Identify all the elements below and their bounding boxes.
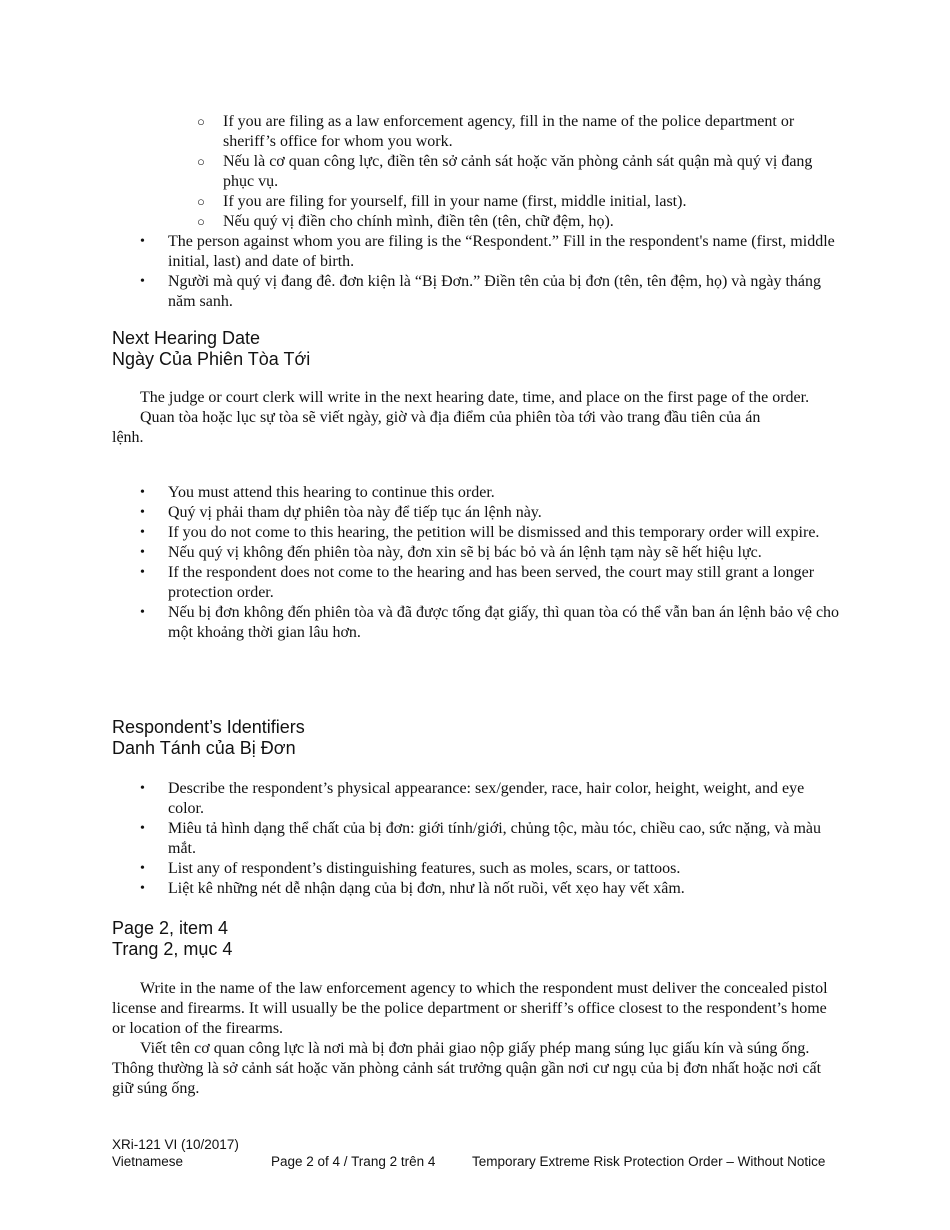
list-item: • You must attend this hearing to continue this order. (140, 484, 495, 501)
list-item: ○ If you are filing for yourself, fill in your name (first, middle initial, last). (197, 193, 687, 210)
list-item: • Nếu bị đơn không đến phiên tòa và đã được tống đạt giấy, thì quan tòa có thể vẫn ban án lệnh bảo vệ cho một khoảng thời gian lâu hơn. (140, 604, 840, 641)
hearing-bullet-list (140, 483, 840, 643)
bullet-icon: • (140, 861, 145, 876)
hearing-paragraph: The judge or court clerk will write in the next hearing date, time, and place on the first page of the order. Quan tòa hoặc lục sự tòa sẽ viết ngày, giờ và địa điểm của phiên tòa tới vào trang đầu tiên của án lệnh. (112, 389, 810, 446)
section-heading-hearing: Next Hearing Date Ngày Của Phiên Tòa Tới (112, 328, 311, 369)
bullet-icon: • (140, 505, 145, 520)
list-item: • Quý vị phải tham dự phiên tòa này để tiếp tục án lệnh này. (140, 504, 542, 521)
bullet-icon: • (140, 781, 145, 796)
bullet-icon: • (140, 565, 145, 580)
bullet-icon: • (140, 234, 145, 249)
list-item: ○ Nếu quý vị điền cho chính mình, điền tên (tên, chữ đệm, họ). (197, 213, 614, 230)
bullet-icon: • (140, 525, 145, 540)
identifiers-bullet-list (140, 779, 840, 899)
bullet-icon: • (140, 821, 145, 836)
page2-item4-paragraph: Write in the name of the law enforcement agency to which the respondent must deliver the concealed pistol license and firearms. It will usually be the police department or sheriff’s office closest to the respondent’s home or location of the firearms. Viết tên cơ quan công lực là nơi mà bị đơn phải giao nộp giấy phép mang súng lục giấu kín và súng ống. Thông thường là sở cảnh sát hoặc văn phòng cảnh sát trưởng quận gần nơi cư ngụ của bị đơn nhất hoặc nơi cất giữ súng ống. (112, 980, 828, 1097)
section-heading-identifiers: Respondent’s Identifiers Danh Tánh của Bị Đơn (112, 717, 305, 758)
bullet-icon: • (140, 485, 145, 500)
list-item: ○ Nếu là cơ quan công lực, điền tên sở cảnh sát hoặc văn phòng cảnh sát quận mà quý vị đang phục vụ. (197, 153, 813, 190)
footer-form-id: XRi-121 VI (10/2017) (112, 1137, 239, 1152)
section-heading-page2-item4: Page 2, item 4 Trang 2, mục 4 (112, 918, 233, 959)
list-item: • The person against whom you are filing is the “Respondent.” Fill in the respondent's name (first, middle initial, last) and date of birth. (140, 233, 835, 270)
list-item: • Người mà quý vị đang đê. đơn kiện là “Bị Đơn.” Điền tên của bị đơn (tên, tên đệm, họ) và ngày tháng năm sanh. (140, 273, 822, 310)
list-item: ○ If you are filing as a law enforcement agency, fill in the name of the police department or sheriff’s office for whom you work. (197, 113, 795, 150)
bullet-icon: • (140, 605, 145, 620)
intro-bullet-list (140, 232, 840, 312)
list-item: • Describe the respondent’s physical appearance: sex/gender, race, hair color, height, weight, and eye color. (140, 780, 805, 817)
bullet-icon: • (140, 274, 145, 289)
list-item: • Nếu quý vị không đến phiên tòa này, đơn xin sẽ bị bác bỏ và án lệnh tạm này sẽ hết hiệu lực. (140, 544, 762, 561)
circle-bullet-icon: ○ (197, 114, 205, 129)
bullet-icon: • (140, 881, 145, 896)
list-item: • Miêu tả hình dạng thể chất của bị đơn: giới tính/giới, chủng tộc, màu tóc, chiều cao, sức nặng, và màu mắt. (140, 820, 821, 857)
circle-bullet-icon: ○ (197, 194, 205, 209)
list-item: • If you do not come to this hearing, the petition will be dismissed and this temporary order will expire. (140, 524, 820, 541)
footer-page-info: Page 2 of 4 / Trang 2 trên 4 (271, 1154, 436, 1169)
circle-bullet-icon: ○ (197, 154, 205, 169)
intro-sub-list (197, 112, 847, 232)
footer-form-title: Temporary Extreme Risk Protection Order – Without Notice (472, 1154, 826, 1169)
list-item: • List any of respondent’s distinguishing features, such as moles, scars, or tattoos. (140, 860, 681, 877)
bullet-icon: • (140, 545, 145, 560)
circle-bullet-icon: ○ (197, 214, 205, 229)
footer-language: Vietnamese (112, 1154, 184, 1169)
list-item: • Liệt kê những nét dễ nhận dạng của bị đơn, như là nốt ruồi, vết xẹo hay vết xâm. (140, 880, 685, 897)
list-item: • If the respondent does not come to the hearing and has been served, the court may still grant a longer protection order. (140, 564, 815, 601)
